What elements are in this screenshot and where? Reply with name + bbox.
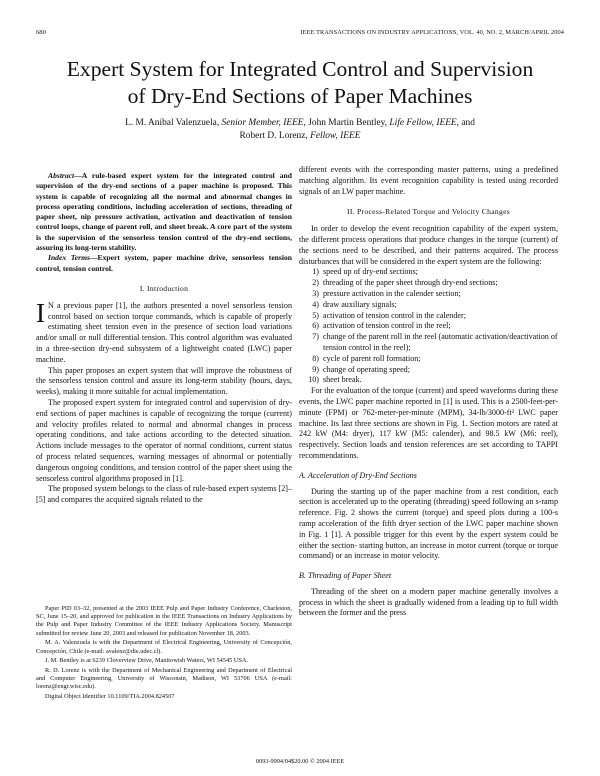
list-item	[299, 375, 558, 386]
list-item-text: activation of tension control in the calender;	[323, 310, 466, 320]
list-item	[299, 267, 558, 278]
list-item-text: change of operating speed;	[323, 364, 410, 374]
footnote-author-3: R. D. Lorenz is with the Department of Mechanical Engineering and Department of Electrical and Computer Engineering, University of Wisconsin, Madison, WI 53706 USA (e-mail: lorenz@engr.wisc.edu).	[36, 666, 292, 691]
list-item-number: 6)	[312, 321, 319, 331]
drop-cap: I	[36, 297, 45, 328]
list-item	[299, 311, 558, 322]
list-item-number: 2)	[312, 278, 319, 288]
list-item-text: change of the parent roll in the reel (automatic activation/deactivation of tension control in the reel);	[323, 332, 558, 352]
index-terms	[36, 253, 292, 274]
list-item-number: 9)	[312, 364, 319, 374]
left-column	[36, 171, 292, 506]
subsection-b-paragraph: Threading of the sheet on a modern paper machine generally involves a process in which the sheet is gradually widened from a leading tip to full width between the former and the press	[299, 586, 558, 618]
list-item	[299, 278, 558, 289]
disturbance-list	[299, 267, 558, 386]
author-3-name: Robert D. Lorenz,	[239, 130, 308, 141]
author-1-name: L. M. Aníbal Valenzuela,	[125, 118, 220, 128]
continuation-paragraph: different events with the corresponding master patterns, using a predefined matching algorithm. Its event recognition capability is tested using recorded signals of an LW paper machine.	[299, 165, 558, 196]
intro-paragraph-1-text: N a previous paper [1], the authors presented a novel sensorless tension control based on section torque commands, which is capable of properly estimating sheet tension even in the presence of section load variations and/or small or null differential tension. This control algorithm was evaluated in a three-section dry-end subsystem of a lightweight coated (LWC) paper machine.	[36, 300, 292, 364]
author-and: , and	[456, 118, 475, 128]
abstract-label: Abstract	[48, 171, 75, 180]
page-number: 680	[36, 29, 46, 36]
list-item-number: 4)	[312, 299, 319, 309]
title-line-1: Expert System for Integrated Control and Supervision	[66, 57, 534, 81]
list-item-text: draw auxiliary signals;	[323, 299, 397, 309]
title-line-2: of Dry-End Sections of Paper Machines	[127, 84, 473, 108]
subsection-heading-a: A. Acceleration of Dry-End Sections	[299, 470, 417, 480]
list-item-text: pressure activation in the calender section;	[323, 288, 461, 298]
section-2-paragraph-2: For the evaluation of the torque (current) and speed waveforms during these events, the LWC paper machine reported in [1] is used. This is a 2500-feet-per-minute (FPM) or 762-meter-per-minute (MPM), 34-lb/3000-ft² LWC paper machine. Its last three sections are shown in Fig. 1. Section motors are rated at 242 kW (M4: dryer), 117 kW (M5: calender), and 98.5 kW (M6: reel), respectively. Section loads and tension references are set according to TAPPI recommendations.	[299, 386, 558, 460]
footnote-author-1: M. A. Valenzuela is with the Department of Electrical Engineering, University of Concepción, Concepción, Chile (e-mail: avalenz@die.udec.cl).	[36, 639, 292, 655]
list-item-text: activation of tension control in the reel;	[323, 321, 451, 331]
abstract	[36, 171, 292, 253]
list-item-number: 3)	[312, 288, 319, 298]
author-3-role: Fellow, IEEE	[310, 130, 361, 141]
subsection-a-paragraph: During the starting up of the paper machine from a rest condition, each section is accelerated up to the operating (threading) speed following an s-ramp reference. Fig. 2 shows the current (torque) and speed plots during a 100-s ramp acceleration of the fifth dryer section of the LWC paper machine shown in Fig. 1 [1]. A possible trigger for this event by the expert system could be either the section- starting button, an increase in motor current (torque or torque command) or an increase in motor velocity.	[299, 486, 558, 561]
list-item-text: speed up of dry-end sections;	[323, 267, 418, 277]
right-column	[299, 165, 558, 619]
copyright-line: 0093-9994/04$20.00 © 2004 IEEE	[255, 758, 345, 765]
list-item	[299, 332, 558, 354]
abstract-text: —A rule-based expert system for the integrated control and supervision of the dry-end sections of a paper machine is proposed. This system is capable of recognizing all the normal and abnormal changes in process operating conditions, including acceleration of sections, threading of paper sheet, nip pressure activation, activation and deactivation of tension control loops, change of parent roll, and sheet break. A core part of the system is the supervision of the sensorless tension control of the dry-end sections, assuring its long-term stability.	[36, 171, 292, 253]
section-2-paragraph-1: In order to develop the event recognition capability of the expert system, the different process operations that produce changes in the torque (current) of the sections need to be described, and their patterns acquired. The process disturbances that will be considered in the expert system are the following:	[299, 224, 558, 266]
intro-paragraph-2: This paper proposes an expert system that will improve the robustness of the sensorless tension control and assure its long-term stability (hours, days, weeks), making it more suitable for actual implementation.	[36, 365, 292, 397]
list-item	[299, 289, 558, 300]
index-terms-label: Index Terms	[48, 253, 90, 263]
list-item-number: 5)	[312, 310, 319, 320]
list-item-text: cycle of parent roll formation;	[323, 353, 421, 363]
list-item-text: sheet break.	[323, 375, 362, 385]
section-heading-introduction: I. Introduction	[139, 283, 189, 293]
running-header: IEEE TRANSACTIONS ON INDUSTRY APPLICATIONS, VOL. 40, NO. 2, MARCH/APRIL 2004	[300, 29, 564, 36]
author-list	[60, 117, 540, 142]
list-item-number: 7)	[312, 332, 319, 342]
list-item	[299, 365, 558, 376]
list-item	[299, 321, 558, 332]
footnote-doi: Digital Object Identifier 10.1109/TIA.2004.824507	[45, 693, 175, 701]
subsection-heading-b: B. Threading of Paper Sheet	[299, 571, 392, 581]
intro-paragraph-3: The proposed expert system for integrated control and supervision of dry-end sections of paper machines is capable of recognizing the torque (current) and velocity profiles related to normal and abnormal changes in process operating conditions, and take actions according to the detected situation. Actions include messages to the operator of normal conditions, current status of process related sequences, warning messages of abnormal or potentially dangerous ongoing conditions, and tension control of the paper sheet using the sensorless control algorithms proposed in [1].	[36, 397, 292, 483]
paper-title	[20, 56, 580, 110]
list-item-number: 1)	[312, 267, 319, 277]
section-heading-2: II. Process-Related Torque and Velocity Changes	[346, 207, 510, 217]
intro-paragraph-4: The proposed system belongs to the class of rule-based expert systems [2]–[5] and compares the acquired signals related to the	[36, 484, 292, 505]
author-2-role: Life Fellow, IEEE	[389, 118, 457, 128]
author-1-role: Senior Member, IEEE	[221, 118, 304, 128]
list-item-number: 10)	[308, 375, 319, 385]
footnote-author-2: J. M. Bentley is at 6239 Cloverview Drive, Manitowish Waters, WI 54545 USA.	[45, 657, 249, 665]
footnote-submission: Paper PID 03–32, presented at the 2003 IEEE Pulp and Paper Industry Conference, Charleston, SC, June 15–20, and approved for publication in the IEEE Transactions on Industry Applications by the Pulp and Paper Industry Committee of the IEEE Industry Applications Society. Manuscript submitted for review June 20, 2003 and released for publication November 18, 2003.	[36, 605, 292, 637]
list-item-text: threading of the paper sheet through dry-end sections;	[323, 278, 498, 288]
author-2-name: , John Martin Bentley,	[303, 118, 388, 128]
list-item	[299, 300, 558, 311]
list-item	[299, 354, 558, 365]
list-item-number: 8)	[312, 353, 319, 363]
index-terms-text: —Expert system, paper machine drive, sensorless tension control, tension control.	[36, 253, 292, 273]
footnote-block	[36, 605, 292, 703]
intro-paragraph-1	[36, 297, 292, 366]
